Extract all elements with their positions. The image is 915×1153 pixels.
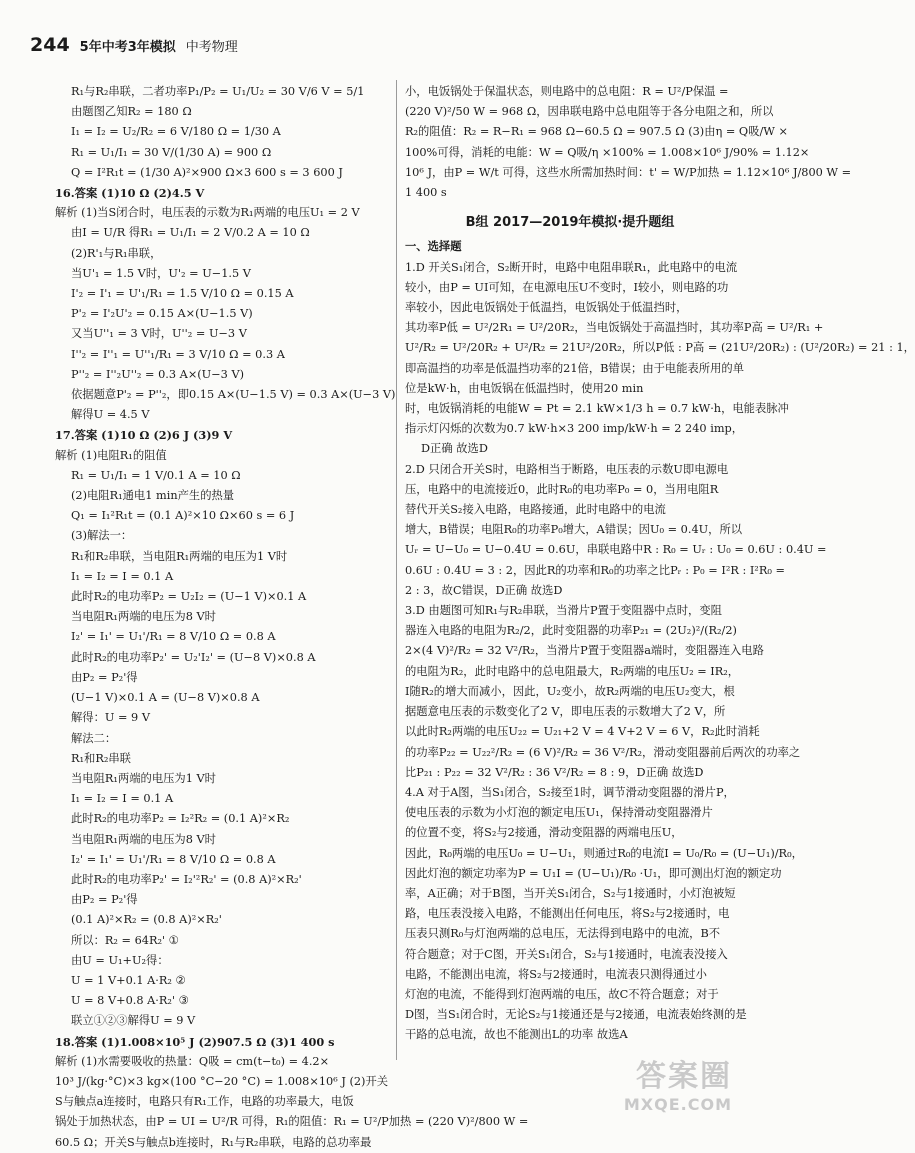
- right-text-line: 电路，不能测出电流，将S₂与2接通时，电流表只测得通过小: [405, 967, 707, 981]
- left-text-line: 由U = U₁+U₂得：: [71, 953, 169, 967]
- left-text-line: (2)电阻R₁通电1 min产生的热量: [71, 489, 235, 503]
- left-text-line: Q₁ = I₁²R₁t = (0.1 A)²×10 Ω×60 s = 6 J: [71, 509, 295, 523]
- right-text-line: 干路的总电流，故也不能测出L的功率 故选A: [405, 1028, 628, 1042]
- left-text-line: 由I = U/R 得R₁ = U₁/I₁ = 2 V/0.2 A = 10 Ω: [71, 226, 310, 240]
- right-text-line: 率较小，因此电饭锅处于低温挡，电饭锅处于低温挡时，: [405, 301, 688, 315]
- left-text-line: 解得U = 4.5 V: [71, 408, 150, 422]
- left-text-line: 解法二：: [71, 731, 117, 745]
- right-text-line: 指示灯闪烁的次数为0.7 kW·h×3 200 imp/kW·h = 2 240 imp，: [405, 422, 744, 436]
- left-text-line: R₁和R₂串联: [71, 751, 131, 765]
- left-text-line: 又当U''₁ = 3 V时，U''₂ = U−3 V: [71, 327, 247, 341]
- right-text-line: 10⁶ J，由P = W/t 可得，这些水所需加热时间：t' = W/P加热 = 1.12×10⁶ J/800 W =: [405, 165, 852, 179]
- right-text-line: 的功率P₂₂ = U₂₂²/R₂ = (6 V)²/R₂ = 36 V²/R₂，滑动变阻器前后两次的功率之: [405, 745, 801, 759]
- right-text-line: 器连入电路的电阻为R₂/2，此时变阻器的功率P₂₁ = (2U₂)²/(R₂/2): [405, 624, 737, 638]
- right-text-line: 其功率P低 = U²/2R₁ = U²/20R₂，当电饭锅处于高温挡时，其功率P高 = U²/R₁ +: [405, 321, 824, 335]
- left-text-line: 锅处于加热状态，由P = UI = U²/R 可得，R₁的阻值：R₁ = U²/P加热 = (220 V)²/800 W =: [55, 1115, 529, 1129]
- right-text-line: 时，电饭锅消耗的电能W = Pt = 2.1 kW×1/3 h = 0.7 kW·h，电能表脉冲: [405, 402, 789, 416]
- right-text-line: U²/R₂ = U²/20R₂ + U²/R₂ = 21U²/20R₂，所以P低 : P高 = (21U²/20R₂) : (U²/20R₂) = 21 : 1，: [405, 341, 915, 355]
- right-text-line: 2.D 只闭合开关S时，电路相当于断路，电压表的示数U即电源电: [405, 462, 729, 476]
- right-text-line: D图，当S₁闭合时，无论S₂与1接通还是与2接通，电流表始终测的是: [405, 1008, 747, 1022]
- left-text-line: (U−1 V)×0.1 A = (U−8 V)×0.8 A: [71, 691, 260, 705]
- left-text-line: U = 8 V+0.8 A·R₂' ③: [71, 994, 189, 1008]
- right-text-line: 压表只测R₀与灯泡两端的总电压，无法得到电路中的电流，B不: [405, 927, 721, 941]
- left-text-line: 解析 (1)当S闭合时，电压表的示数为R₁两端的电压U₁ = 2 V: [55, 206, 360, 220]
- left-text-line: 当电阻R₁两端的电压为8 V时: [71, 832, 216, 846]
- left-text-line: P''₂ = I''₂U''₂ = 0.3 A×(U−3 V): [71, 367, 245, 381]
- left-text-line: I'₂ = I'₁ = U'₁/R₁ = 1.5 V/10 Ω = 0.15 A: [71, 287, 294, 301]
- right-text-line: 因此灯泡的额定功率为P = U₁I = (U−U₁)/R₀ ·U₁，即可测出灯泡的额定功: [405, 866, 782, 880]
- right-text-line: 替代开关S₂接入电路，电路接通，此时电路中的电流: [405, 503, 666, 517]
- right-text-line: 灯泡的电流，不能得到灯泡两端的电压，故C不符合题意；对于: [405, 987, 719, 1001]
- page-number: 244: [30, 34, 70, 56]
- right-text-line: 位是kW·h，由电饭锅在低温挡时，使用20 min: [405, 381, 644, 395]
- left-text-line: P'₂ = I'₂U'₂ = 0.15 A×(U−1.5 V): [71, 307, 253, 321]
- left-text-line: 解析 (1)水需要吸收的热量：Q吸 = cm(t−t₀) = 4.2×: [55, 1054, 330, 1068]
- left-text-line: I₁ = I₂ = U₂/R₂ = 6 V/180 Ω = 1/30 A: [71, 125, 281, 139]
- left-text-line: 此时R₂的电功率P₂' = I₂'²R₂' = (0.8 A)²×R₂': [71, 872, 302, 886]
- left-text-line: 由题图乙知R₂ = 180 Ω: [71, 105, 192, 119]
- left-text-line: Q = I²R₁t = (1/30 A)²×900 Ω×3 600 s = 3 600 J: [71, 165, 343, 179]
- right-text-line: 2×(4 V)²/R₂ = 32 V²/R₂，当滑片P置于变阻器a端时，变阻器连入电路: [405, 644, 764, 658]
- right-text-line: (220 V)²/50 W = 968 Ω，因串联电路中总电阻等于各分电阻之和，所以: [405, 105, 774, 119]
- site-watermark: [624, 1051, 732, 1114]
- right-text-line: 以此时R₂两端的电压U₂₂ = U₂₁+2 V = 4 V+2 V = 6 V，R₂此时消耗: [405, 725, 760, 739]
- left-text-line: 此时R₂的电功率P₂' = U₂'I₂' = (U−8 V)×0.8 A: [71, 650, 316, 664]
- right-text-line: 据题意电压表的示数变化了2 V，即电压表的示数增大了2 V，所: [405, 705, 726, 719]
- left-text-line: I₂' = I₁' = U₁'/R₁ = 8 V/10 Ω = 0.8 A: [71, 630, 276, 644]
- right-text-line: 路，电压表没接入电路，不能测出任何电压，将S₂与2接通时，电: [405, 907, 730, 921]
- left-text-line: I₁ = I₂ = I = 0.1 A: [71, 792, 174, 806]
- right-text-line: 较小，由P = UI可知，在电源电压U不变时，I较小，则电路的功: [405, 280, 729, 294]
- left-text-line: U = 1 V+0.1 A·R₂ ②: [71, 973, 186, 987]
- right-text-line: 因此，R₀两端的电压U₀ = U−U₁，则通过R₀的电流I = U₀/R₀ = (U−U₁)/R₀，: [405, 846, 803, 860]
- left-text-line: 10³ J/(kg·°C)×3 kg×(100 °C−20 °C) = 1.008×10⁶ J (2)开关: [55, 1074, 389, 1088]
- left-text-line: 由P₂ = P₂'得: [71, 893, 138, 907]
- right-text-line: 100%可得，消耗的电能：W = Q吸/η ×100% = 1.008×10⁶ J/90% = 1.12×: [405, 145, 810, 159]
- left-text-line: (0.1 A)²×R₂ = (0.8 A)²×R₂': [71, 913, 222, 927]
- left-text-line: (2)R'₁与R₁串联，: [71, 246, 162, 260]
- right-text-line: R₂的阻值：R₂ = R−R₁ = 968 Ω−60.5 Ω = 907.5 Ω (3)由η = Q吸/W ×: [405, 125, 788, 139]
- left-text-line: R₁ = U₁/I₁ = 30 V/(1/30 A) = 900 Ω: [71, 145, 272, 159]
- left-text-line: 解得：U = 9 V: [71, 711, 150, 725]
- book-title: 5年中考3年模拟: [79, 40, 176, 55]
- right-text-line: 即高温挡的功率是低温挡功率的21倍，B错误；由于电能表所用的单: [405, 361, 744, 375]
- right-text-line: 2 : 3，故C错误，D正确 故选D: [405, 583, 563, 597]
- left-text-line: 解析 (1)电阻R₁的阻值: [55, 448, 167, 462]
- left-text-line: 此时R₂的电功率P₂ = U₂I₂ = (U−1 V)×0.1 A: [71, 590, 307, 604]
- right-text-line: 压，电路中的电流接近0，此时R₀的电功率P₀ = 0，当用电阻R: [405, 482, 719, 496]
- right-text-line: 符合题意；对于C图，开关S₁闭合，S₂与1接通时，电流表没接入: [405, 947, 728, 961]
- left-text-line: 60.5 Ω；开关S与触点b连接时，R₁与R₂串联，电路的总功率最: [55, 1135, 372, 1149]
- left-text-line: I₁ = I₂ = I = 0.1 A: [71, 569, 174, 583]
- left-text-line: 依据题意P'₂ = P''₂，即0.15 A×(U−1.5 V) = 0.3 A×(U−3 V): [71, 388, 396, 402]
- right-text-line: 0.6U : 0.4U = 3 : 2，因此R的功率和R₀的功率之比Pᵣ : P₀ = I²R : I²R₀ =: [405, 563, 785, 577]
- left-text-line: (3)解法一：: [71, 529, 133, 543]
- right-text-line: 的位置不变，将S₂与2接通，滑动变阻器的两端电压U，: [405, 826, 683, 840]
- left-text-line: R₁ = U₁/I₁ = 1 V/0.1 A = 10 Ω: [71, 468, 241, 482]
- left-text-line: R₁和R₂串联，当电阻R₁两端的电压为1 V时: [71, 549, 288, 563]
- left-text-line: I₂' = I₁' = U₁'/R₁ = 8 V/10 Ω = 0.8 A: [71, 852, 276, 866]
- left-text-line: 联立①②③解得U = 9 V: [71, 1014, 196, 1028]
- left-text-line: 由P₂ = P₂'得: [71, 670, 138, 684]
- right-text-line: I随R₂的增大而减小，因此，U₂变小，故R₂两端的电压U₂变大，根: [405, 684, 735, 698]
- answer-heading: 16.答案 (1)10 Ω (2)4.5 V: [55, 186, 205, 201]
- left-text-line: R₁与R₂串联，二者功率P₁/P₂ = U₁/U₂ = 30 V/6 V = 5/1: [71, 85, 365, 98]
- right-text-line: 一、选择题: [405, 240, 462, 254]
- right-text-line: 4.A 对于A图，当S₁闭合，S₂接至1时，调节滑动变阻器的滑片P，: [405, 785, 735, 799]
- column-divider: [396, 80, 397, 1060]
- right-text-line: 小，电饭锅处于保温状态，则电路中的总电阻：R = U²/P保温 =: [405, 85, 729, 98]
- answer-heading: 17.答案 (1)10 Ω (2)6 J (3)9 V: [55, 428, 233, 443]
- right-text-line: 增大，B错误；电阻R₀的功率P₀增大，A错误；因U₀ = 0.4U，所以: [405, 523, 743, 537]
- left-text-line: I''₂ = I''₁ = U''₁/R₁ = 3 V/10 Ω = 0.3 A: [71, 347, 285, 361]
- right-text-line: 1.D 开关S₁闭合，S₂断开时，电路中电阻串联R₁，此电路中的电流: [405, 260, 738, 274]
- left-text-line: 当U'₁ = 1.5 V时，U'₂ = U−1.5 V: [71, 266, 251, 280]
- page-header: [30, 34, 238, 56]
- right-text-line: 比P₂₁ : P₂₂ = 32 V²/R₂ : 36 V²/R₂ = 8 : 9，D正确 故选D: [405, 765, 704, 779]
- right-text-line: D正确 故选D: [421, 442, 488, 456]
- answer-heading: 18.答案 (1)1.008×10⁵ J (2)907.5 Ω (3)1 400 s: [55, 1034, 335, 1049]
- left-text-line: 当电阻R₁两端的电压为1 V时: [71, 771, 216, 785]
- right-text-line: 的电阻为R₂，此时电路中的总电阻最大，R₂两端的电压U₂ = IR₂，: [405, 664, 740, 678]
- right-column: [405, 82, 915, 1046]
- left-text-line: 当电阻R₁两端的电压为8 V时: [71, 610, 216, 624]
- left-text-line: 此时R₂的电功率P₂ = I₂²R₂ = (0.1 A)²×R₂: [71, 812, 290, 826]
- right-text-line: 率，A正确；对于B图，当开关S₁闭合，S₂与1接通时，小灯泡被短: [405, 886, 736, 900]
- section-title: B组 2017—2019年模拟·提升题组: [465, 215, 675, 231]
- right-text-line: Uᵣ = U−U₀ = U−0.4U = 0.6U，串联电路中R : R₀ = Uᵣ : U₀ = 0.6U : 0.4U =: [405, 543, 827, 557]
- right-text-line: 3.D 由题图可知R₁与R₂串联，当滑片P置于变阻器中点时，变阻: [405, 604, 722, 618]
- right-text-line: 使电压表的示数为小灯泡的额定电压U₁，保持滑动变阻器滑片: [405, 806, 713, 820]
- watermark-line1: 答案圈: [636, 1059, 732, 1094]
- subject-label: 中考物理: [185, 40, 238, 55]
- left-text-line: 所以：R₂ = 64R₂' ①: [71, 933, 179, 947]
- watermark-line2: MXQE.COM: [623, 1095, 732, 1114]
- left-text-line: S与触点a连接时，电路只有R₁工作，电路的功率最大，电饭: [55, 1095, 354, 1109]
- right-text-line: 1 400 s: [405, 186, 447, 200]
